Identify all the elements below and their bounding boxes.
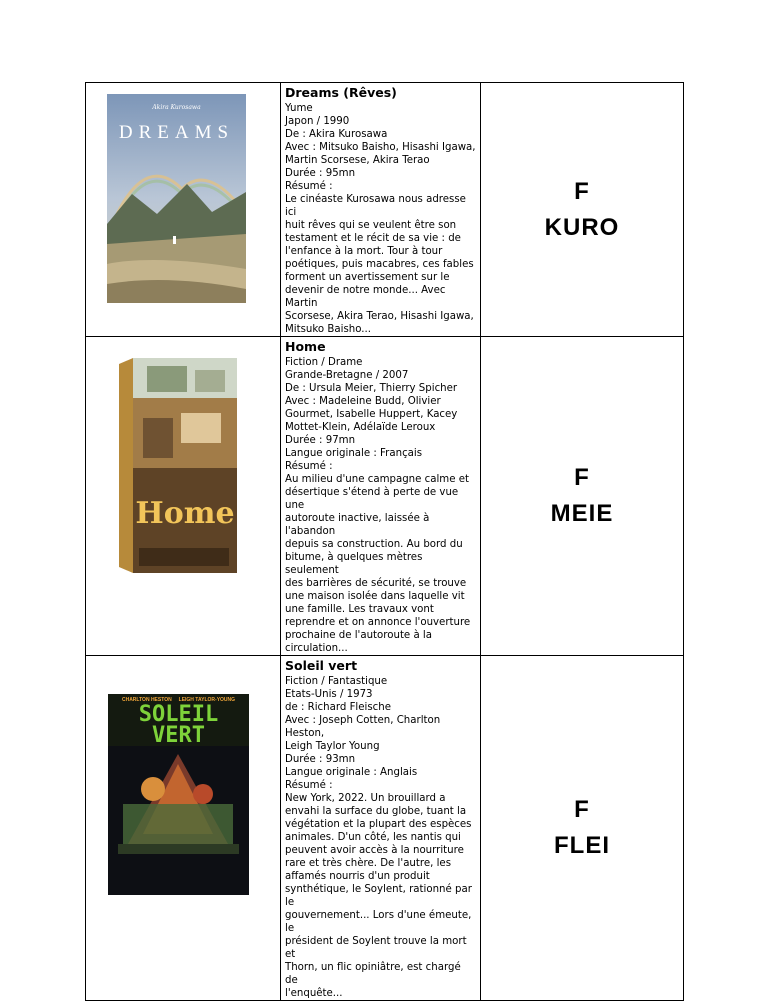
poster-cell	[86, 656, 281, 1001]
detail-line: circulation...	[285, 643, 348, 654]
detail-line: de : Richard Fleische	[285, 702, 391, 713]
soleil-vert-poster	[108, 694, 249, 895]
dreams-poster	[107, 94, 246, 303]
detail-line: Le cinéaste Kurosawa nous adresse ici	[285, 194, 466, 218]
detail-line: De : Ursula Meier, Thierry Spicher	[285, 383, 458, 394]
detail-line: autoroute inactive, laissée à l'abandon	[285, 513, 430, 537]
detail-line: végétation et la plupart des espèces	[285, 819, 472, 830]
detail-line: Durée : 97mn	[285, 435, 356, 446]
detail-line: Au milieu d'une campagne calme et	[285, 474, 470, 485]
film-title: Soleil vert	[285, 658, 358, 673]
detail-line: synthétique, le Soylent, rationné par le	[285, 884, 472, 908]
detail-line: Langue originale : Français	[285, 448, 423, 459]
detail-line: Grande-Bretagne / 2007	[285, 370, 409, 381]
detail-line: Mitsuko Baisho...	[285, 324, 371, 335]
detail-line: peuvent avoir accès à la nourriture	[285, 845, 464, 856]
detail-line: forment un avertissement sur le	[285, 272, 450, 283]
detail-line: De : Akira Kurosawa	[285, 129, 388, 140]
detail-line: Durée : 95mn	[285, 168, 356, 179]
film-title: Dreams (Rêves)	[285, 85, 397, 100]
film-details	[285, 102, 476, 336]
detail-line: gouvernement... Lors d'une émeute, le	[285, 910, 472, 934]
detail-line: affamés nourris d'un produit	[285, 871, 430, 882]
detail-line: reprendre et on annonce l'ouverture	[285, 617, 471, 628]
detail-line: Langue originale : Anglais	[285, 767, 418, 778]
call-number-code: MEIE	[550, 500, 614, 527]
film-row-home	[86, 337, 684, 656]
film-info-cell	[281, 337, 481, 656]
detail-line: Martin Scorsese, Akira Terao	[285, 155, 430, 166]
call-number-code: FLEI	[554, 832, 610, 859]
film-details	[285, 675, 476, 1000]
detail-line: prochaine de l'autoroute à la	[285, 630, 432, 641]
call-number-code: KURO	[544, 213, 620, 241]
poster-top-credit: Akira Kurosawa	[152, 104, 201, 111]
home-dvd-cover	[119, 358, 237, 573]
detail-line: l'enfance à la mort. Tour à tour	[285, 246, 443, 257]
detail-line: Avec : Mitsuko Baisho, Hisashi Igawa,	[285, 142, 476, 153]
poster-cell	[86, 83, 281, 337]
detail-line: testament et le récit de sa vie : de	[285, 233, 461, 244]
detail-line: Résumé :	[285, 780, 333, 791]
call-number-letter: F	[574, 177, 590, 205]
film-row-dreams	[86, 83, 684, 337]
detail-line: depuis sa construction. Au bord du	[285, 539, 463, 550]
detail-line: bitume, à quelques mètres seulement	[285, 552, 423, 576]
film-title: Home	[285, 339, 326, 354]
detail-line: Yume	[285, 103, 313, 114]
call-number-letter: F	[574, 464, 590, 491]
detail-line: Leigh Taylor Young	[285, 741, 380, 752]
poster-title: DREAMS	[118, 122, 235, 143]
film-catalog-table	[85, 82, 684, 1001]
call-number-cell	[481, 656, 684, 1001]
detail-line: désertique s'étend à perte de vue une	[285, 487, 459, 511]
film-row-soleil-vert	[86, 656, 684, 1001]
home-dvd-art	[119, 358, 237, 573]
detail-line: Fiction / Drame	[285, 357, 363, 368]
film-details	[285, 356, 476, 655]
detail-line: Résumé :	[285, 181, 333, 192]
detail-line: Résumé :	[285, 461, 333, 472]
detail-line: Etats-Unis / 1973	[285, 689, 373, 700]
poster-cell	[86, 337, 281, 656]
poster-title: Home	[135, 496, 235, 531]
call-number-cell	[481, 337, 684, 656]
detail-line: animales. D'un côté, les nantis qui	[285, 832, 461, 843]
detail-line: poétiques, puis macabres, ces fables	[285, 259, 474, 270]
detail-line: une maison isolée dans laquelle vit	[285, 591, 465, 602]
detail-line: des barrières de sécurité, se trouve	[285, 578, 467, 589]
detail-line: Scorsese, Akira Terao, Hisashi Igawa,	[285, 311, 474, 322]
detail-line: Japon / 1990	[285, 116, 350, 127]
detail-line: rare et très chère. De l'autre, les	[285, 858, 451, 869]
poster-top-credit: CHARLTON HESTON LEIGH TAYLOR-YOUNG	[121, 697, 236, 703]
detail-line: Avec : Madeleine Budd, Olivier	[285, 396, 441, 407]
detail-line: huit rêves qui se veulent être son	[285, 220, 457, 231]
detail-line: Gourmet, Isabelle Huppert, Kacey	[285, 409, 458, 420]
call-number-letter: F	[574, 796, 590, 823]
detail-line: une famille. Les travaux vont	[285, 604, 434, 615]
film-info-cell	[281, 656, 481, 1001]
detail-line: l'enquête...	[285, 988, 343, 999]
detail-line: Thorn, un flic opiniâtre, est chargé de	[285, 962, 461, 986]
detail-line: devenir de notre monde... Avec Martin	[285, 285, 446, 309]
call-number-cell	[481, 83, 684, 337]
detail-line: New York, 2022. Un brouillard a	[285, 793, 446, 804]
detail-line: président de Soylent trouve la mort et	[285, 936, 467, 960]
detail-line: Mottet-Klein, Adélaïde Leroux	[285, 422, 436, 433]
detail-line: envahi la surface du globe, tuant la	[285, 806, 467, 817]
poster-title: SOLEIL VERT	[138, 702, 219, 748]
detail-line: Durée : 93mn	[285, 754, 356, 765]
detail-line: Fiction / Fantastique	[285, 676, 388, 687]
film-info-cell	[281, 83, 481, 337]
detail-line: Avec : Joseph Cotten, Charlton Heston,	[285, 715, 441, 739]
